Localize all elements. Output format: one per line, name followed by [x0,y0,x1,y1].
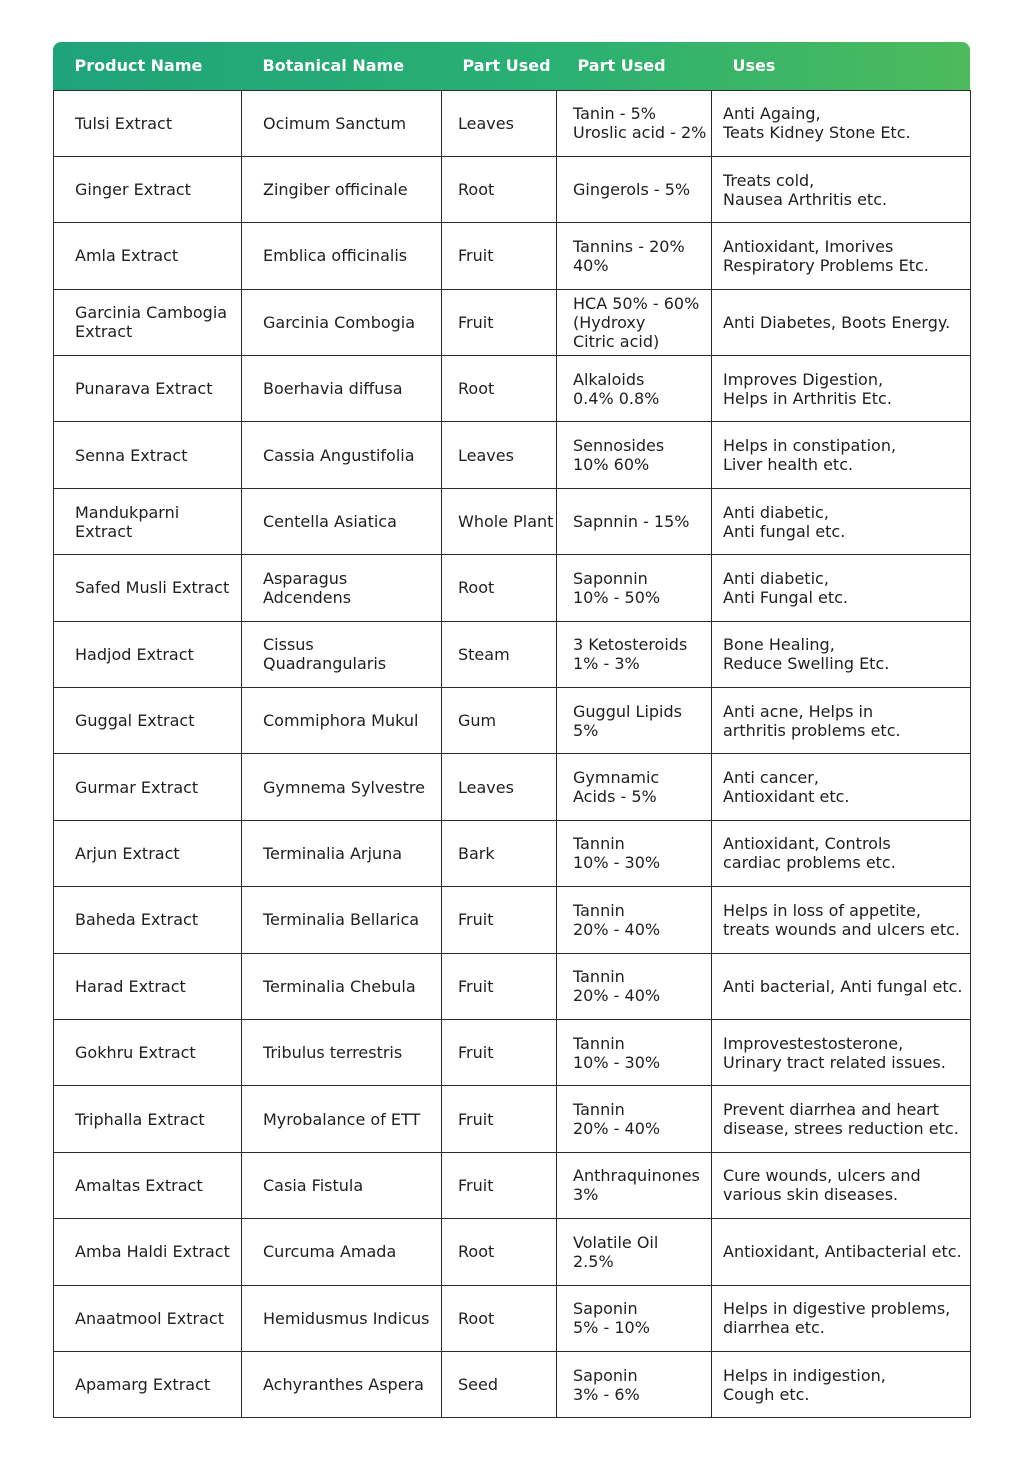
active-content-cell: Alkaloids 0.4% 0.8% [557,356,712,422]
botanical-name-cell: Hemidusmus Indicus [242,1285,442,1351]
header-part-used: Part Used [462,56,551,76]
botanical-name-cell: Asparagus Adcendens [242,555,442,621]
botanical-name-cell: Commiphora Mukul [242,688,442,754]
product-name-cell: Mandukparni Extract [54,488,242,554]
active-content-cell: Gymnamic Acids - 5% [557,754,712,820]
active-content-cell: Sennosides 10% 60% [557,422,712,488]
table-row [54,90,971,156]
table-row [54,953,971,1019]
table-row [54,621,971,687]
product-name-cell: Harad Extract [54,953,242,1019]
header-active-content: Part Used [577,56,666,76]
botanical-name-cell: Tribulus terrestris [242,1019,442,1085]
uses-cell: Anti acne, Helps in arthritis problems etc. [712,688,971,754]
product-name-cell: Gokhru Extract [54,1019,242,1085]
header-uses: Uses [732,56,776,76]
table-row [54,1086,971,1152]
product-name-cell: Anaatmool Extract [54,1285,242,1351]
uses-cell: Improvestestosterone, Urinary tract related issues. [712,1019,971,1085]
table-row [54,356,971,422]
extracts-table-container [53,42,970,1418]
active-content-cell: Tannin 10% - 30% [557,1019,712,1085]
table-row [54,488,971,554]
part-used-cell: Whole Plant [442,488,557,554]
botanical-name-cell: Centella Asiatica [242,488,442,554]
table-row [54,887,971,953]
botanical-name-cell: Terminalia Bellarica [242,887,442,953]
product-name-cell: Amaltas Extract [54,1152,242,1218]
botanical-name-cell: Boerhavia diffusa [242,356,442,422]
part-used-cell: Fruit [442,1152,557,1218]
uses-cell: Helps in indigestion, Cough etc. [712,1351,971,1417]
table-row [54,754,971,820]
botanical-name-cell: Casia Fistula [242,1152,442,1218]
part-used-cell: Root [442,356,557,422]
product-name-cell: Senna Extract [54,422,242,488]
table-row [54,422,971,488]
active-content-cell: 3 Ketosteroids 1% - 3% [557,621,712,687]
part-used-cell: Root [442,1219,557,1285]
uses-cell: Helps in digestive problems, diarrhea etc. [712,1285,971,1351]
part-used-cell: Root [442,1285,557,1351]
uses-cell: Cure wounds, ulcers and various skin diseases. [712,1152,971,1218]
product-name-cell: Hadjod Extract [54,621,242,687]
product-name-cell: Amla Extract [54,223,242,289]
product-name-cell: Guggal Extract [54,688,242,754]
part-used-cell: Fruit [442,223,557,289]
active-content-cell: Saponin 5% - 10% [557,1285,712,1351]
part-used-cell: Fruit [442,1019,557,1085]
table-body [54,90,971,1418]
active-content-cell: Tannin 20% - 40% [557,1086,712,1152]
active-content-cell: Volatile Oil 2.5% [557,1219,712,1285]
product-name-cell: Ginger Extract [54,156,242,222]
table-row [54,820,971,886]
product-name-cell: Apamarg Extract [54,1351,242,1417]
extracts-table [53,42,971,1418]
table-row [54,289,971,355]
botanical-name-cell: Ocimum Sanctum [242,90,442,156]
uses-cell: Antioxidant, Controls cardiac problems etc. [712,820,971,886]
uses-cell: Anti diabetic, Anti fungal etc. [712,488,971,554]
botanical-name-cell: Terminalia Arjuna [242,820,442,886]
part-used-cell: Fruit [442,887,557,953]
uses-cell: Anti cancer, Antioxidant etc. [712,754,971,820]
table-header-row [54,42,971,90]
active-content-cell: Sapnnin - 15% [557,488,712,554]
part-used-cell: Leaves [442,422,557,488]
uses-cell: Anti diabetic, Anti Fungal etc. [712,555,971,621]
part-used-cell: Leaves [442,754,557,820]
active-content-cell: Anthraquinones 3% [557,1152,712,1218]
part-used-cell: Fruit [442,1086,557,1152]
uses-cell: Antioxidant, Antibacterial etc. [712,1219,971,1285]
active-content-cell: Guggul Lipids 5% [557,688,712,754]
uses-cell: Bone Healing, Reduce Swelling Etc. [712,621,971,687]
table-row [54,223,971,289]
uses-cell: Anti Diabetes, Boots Energy. [712,289,971,355]
table-row [54,1152,971,1218]
part-used-cell: Root [442,156,557,222]
part-used-cell: Steam [442,621,557,687]
active-content-cell: Gingerols - 5% [557,156,712,222]
table-row [54,1219,971,1285]
botanical-name-cell: Myrobalance of ETT [242,1086,442,1152]
uses-cell: Prevent diarrhea and heart disease, strees reduction etc. [712,1086,971,1152]
product-name-cell: Garcinia Cambogia Extract [54,289,242,355]
uses-cell: Helps in loss of appetite, treats wounds and ulcers etc. [712,887,971,953]
part-used-cell: Leaves [442,90,557,156]
part-used-cell: Bark [442,820,557,886]
botanical-name-cell: Cissus Quadrangularis [242,621,442,687]
part-used-cell: Root [442,555,557,621]
uses-cell: Anti Againg, Teats Kidney Stone Etc. [712,90,971,156]
active-content-cell: Tanin - 5% Uroslic acid - 2% [557,90,712,156]
product-name-cell: Amba Haldi Extract [54,1219,242,1285]
product-name-cell: Triphalla Extract [54,1086,242,1152]
table-row [54,555,971,621]
header-product-name: Product Name [74,56,203,76]
botanical-name-cell: Gymnema Sylvestre [242,754,442,820]
table-row [54,1019,971,1085]
product-name-cell: Gurmar Extract [54,754,242,820]
table-row [54,1285,971,1351]
uses-cell: Anti bacterial, Anti fungal etc. [712,953,971,1019]
botanical-name-cell: Curcuma Amada [242,1219,442,1285]
active-content-cell: HCA 50% - 60% (Hydroxy Citric acid) [557,289,712,355]
botanical-name-cell: Zingiber officinale [242,156,442,222]
table-row [54,156,971,222]
active-content-cell: Tannin 20% - 40% [557,887,712,953]
part-used-cell: Fruit [442,953,557,1019]
product-name-cell: Arjun Extract [54,820,242,886]
active-content-cell: Tannin 20% - 40% [557,953,712,1019]
active-content-cell: Saponin 3% - 6% [557,1351,712,1417]
botanical-name-cell: Garcinia Combogia [242,289,442,355]
botanical-name-cell: Cassia Angustifolia [242,422,442,488]
table-row [54,688,971,754]
active-content-cell: Saponnin 10% - 50% [557,555,712,621]
part-used-cell: Seed [442,1351,557,1417]
botanical-name-cell: Emblica officinalis [242,223,442,289]
uses-cell: Antioxidant, Imorives Respiratory Problems Etc. [712,223,971,289]
botanical-name-cell: Terminalia Chebula [242,953,442,1019]
botanical-name-cell: Achyranthes Aspera [242,1351,442,1417]
part-used-cell: Gum [442,688,557,754]
header-botanical-name: Botanical Name [262,56,405,76]
uses-cell: Improves Digestion, Helps in Arthritis Etc. [712,356,971,422]
uses-cell: Treats cold, Nausea Arthritis etc. [712,156,971,222]
product-name-cell: Safed Musli Extract [54,555,242,621]
table-row [54,1351,971,1417]
uses-cell: Helps in constipation, Liver health etc. [712,422,971,488]
active-content-cell: Tannins - 20% 40% [557,223,712,289]
active-content-cell: Tannin 10% - 30% [557,820,712,886]
product-name-cell: Tulsi Extract [54,90,242,156]
product-name-cell: Punarava Extract [54,356,242,422]
part-used-cell: Fruit [442,289,557,355]
product-name-cell: Baheda Extract [54,887,242,953]
